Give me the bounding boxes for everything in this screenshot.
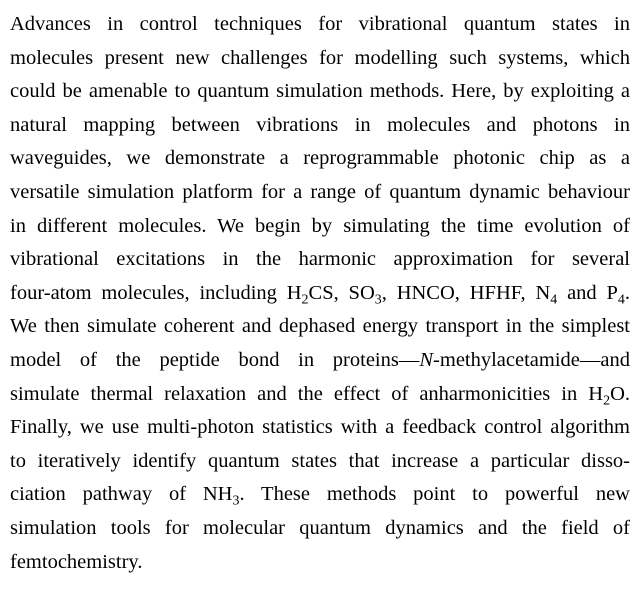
- line-12-text-b: O.: [610, 382, 630, 405]
- subscript-2: 2: [301, 292, 309, 308]
- abstract-line-1: Advances in control techniques for vibrational quantum states in: [10, 13, 630, 35]
- subscript-2-water: 2: [603, 392, 611, 408]
- line-11-text-b: -methylacetamide—and: [433, 348, 630, 371]
- line-9-text-b: CS, SO: [308, 281, 375, 304]
- abstract-line-16: simulation tools for molecular quantum dynamics and the field of: [10, 516, 630, 539]
- abstract-line-17: femtochemistry.: [10, 550, 143, 573]
- subscript-4b: 4: [617, 292, 625, 308]
- abstract-line-13: Finally, we use multi-photon statistics with a feedback control algorithm: [10, 416, 630, 439]
- line-11-text-a: model of the peptide bond in proteins—: [10, 348, 420, 371]
- abstract-line-4: natural mapping between vibrations in molecules and photons in: [10, 113, 630, 136]
- line-9-text-e: .: [624, 281, 631, 304]
- line-15-text-a: ciation pathway of NH: [10, 483, 233, 506]
- abstract-line-6: versatile simulation platform for a range of quantum dynamic behaviour: [10, 180, 630, 203]
- line-12-text-a: simulate thermal relaxation and the effect of anharmonicities in H: [10, 382, 604, 405]
- abstract-line-10: We then simulate coherent and dephased energy transport in the simplest: [10, 315, 630, 338]
- abstract-line-7: in different molecules. We begin by simulating the time evolution of: [10, 214, 630, 237]
- abstract-line-9: [10, 277, 630, 311]
- abstract-line-11: [10, 344, 630, 378]
- subscript-3-ammonia: 3: [232, 493, 240, 509]
- subscript-4: 4: [550, 292, 558, 308]
- abstract-line-3: could be amenable to quantum simulation methods. Here, by exploiting a: [10, 80, 630, 103]
- line-9-text-a: four-atom molecules, including H: [10, 281, 302, 304]
- abstract-line-15: [10, 478, 630, 512]
- abstract-line-12: [10, 378, 630, 412]
- line-9-text-d: and P: [557, 281, 618, 304]
- subscript-3: 3: [374, 292, 382, 308]
- abstract-line-5: waveguides, we demonstrate a reprogrammable photonic chip as a: [10, 147, 630, 170]
- abstract-line-8: vibrational excitations in the harmonic approximation for several: [10, 248, 630, 271]
- line-9-text-c: , HNCO, HFHF, N: [381, 281, 551, 304]
- abstract-line-2: molecules present new challenges for modelling such systems, which: [10, 46, 630, 69]
- abstract-line-14: to iteratively identify quantum states that increase a particular disso-: [10, 449, 630, 472]
- italic-n: N: [419, 348, 434, 371]
- line-15-text-b: . These methods point to powerful new: [239, 483, 630, 506]
